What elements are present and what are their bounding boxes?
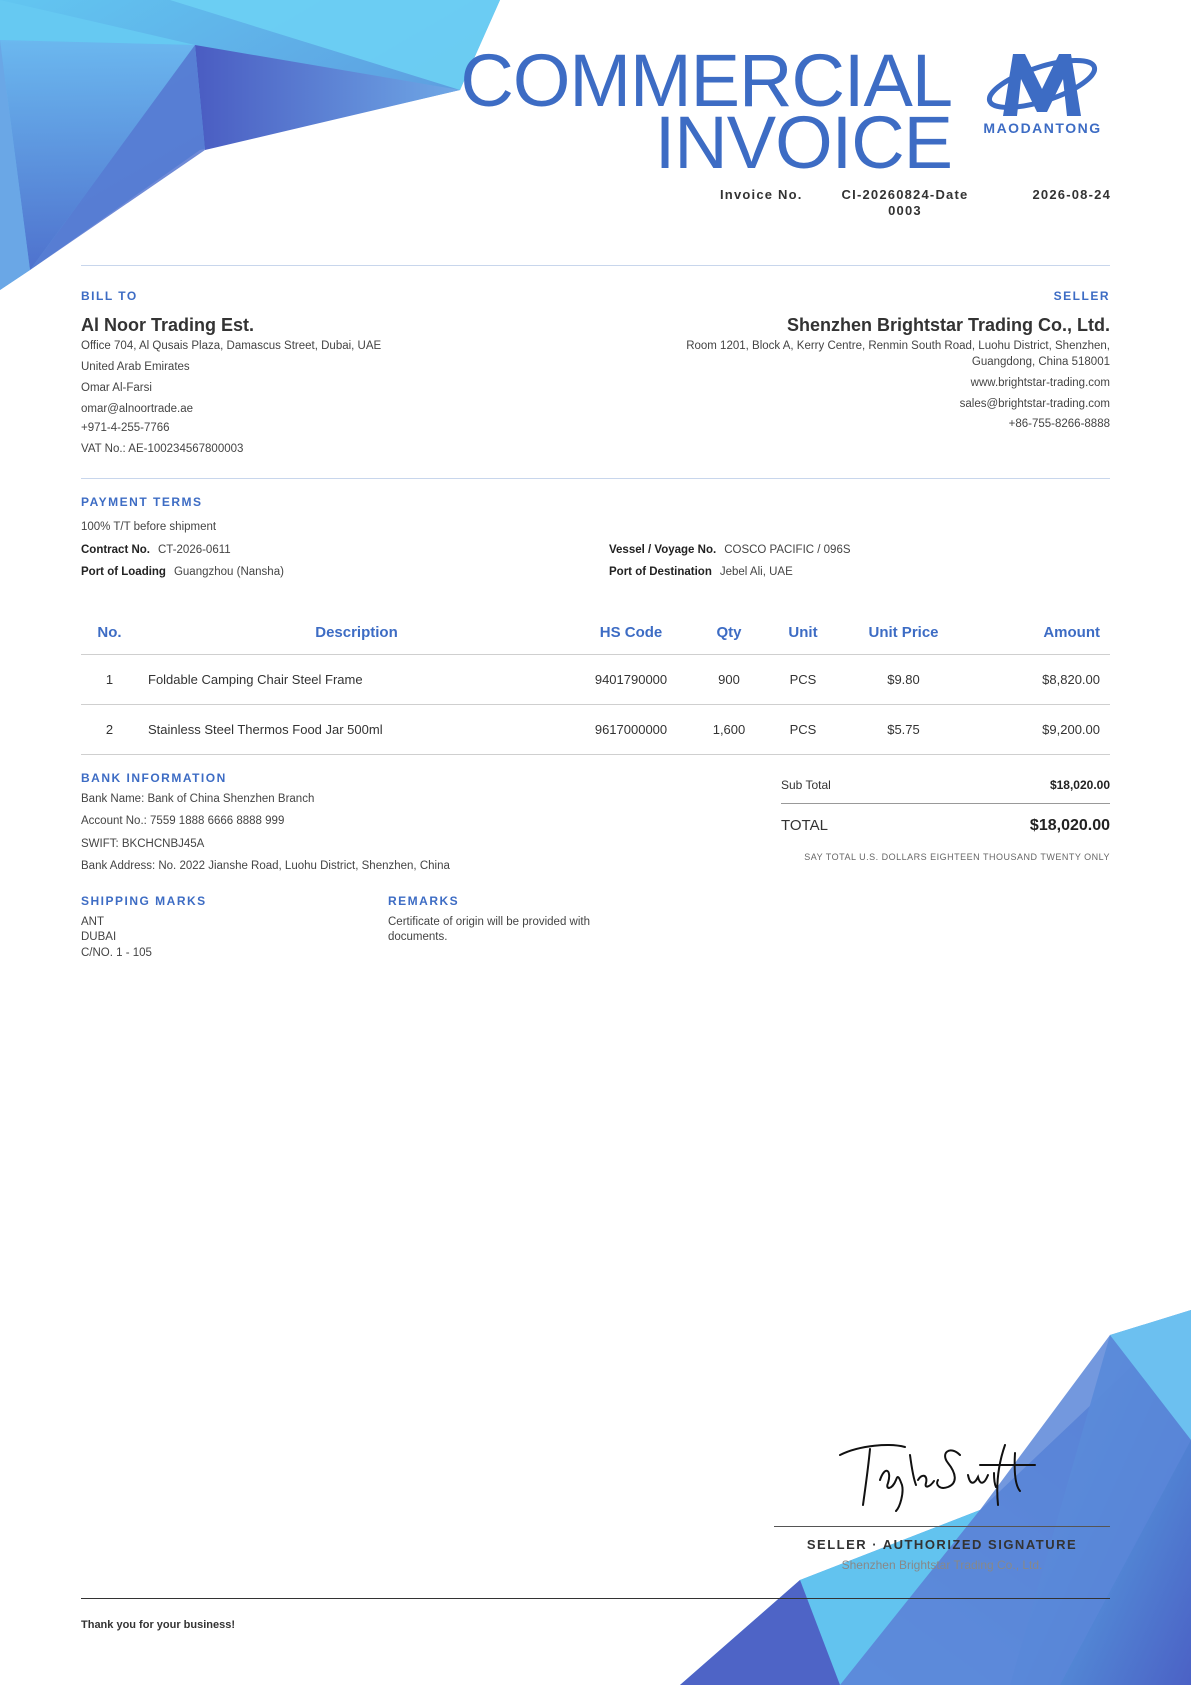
totals-divider: [781, 803, 1110, 804]
port-of-destination-label: Port of Destination: [609, 566, 712, 578]
subtotal-label: Sub Total: [781, 778, 831, 792]
cell-no: 1: [81, 655, 138, 705]
document-title-line1: COMMERCIAL: [460, 39, 952, 122]
table-row: [81, 705, 1110, 755]
contract-no: [81, 544, 231, 556]
signature-title: SELLER · AUTHORIZED SIGNATURE: [806, 1537, 1078, 1552]
vessel-voyage-label: Vessel / Voyage No.: [609, 544, 717, 556]
seller-label: SELLER: [1053, 289, 1110, 303]
seller-email: sales@brightstar-trading.com: [959, 398, 1110, 410]
bill-to-contact: Omar Al-Farsi: [81, 382, 152, 394]
col-qty: Qty: [687, 610, 771, 655]
table-header-row: [81, 610, 1110, 655]
decorative-polygons-top-left: [0, 0, 500, 290]
col-unit-price: Unit Price: [835, 610, 972, 655]
bank-account: Account No.: 7559 1888 6666 8888 999: [81, 815, 285, 827]
bill-to-label: BILL TO: [81, 289, 138, 303]
cell-unit-price: $5.75: [835, 705, 972, 755]
seller-website: www.brightstar-trading.com: [970, 377, 1110, 389]
items-table: [81, 610, 1110, 755]
shipping-mark-line: DUBAI: [81, 931, 117, 943]
contract-no-label: Contract No.: [81, 544, 150, 556]
port-of-destination: [609, 566, 793, 578]
seller-address-line1: Room 1201, Block A, Kerry Centre, Renmin South Road, Luohu District, Shenzhen,: [686, 340, 1110, 352]
port-of-loading-value: Guangzhou (Nansha): [173, 566, 284, 578]
divider: [81, 478, 1110, 479]
shipping-mark-line: C/NO. 1 - 105: [81, 947, 152, 959]
cell-description: Foldable Camping Chair Steel Frame: [138, 655, 575, 705]
vessel-voyage-value: COSCO PACIFIC / 096S: [724, 544, 851, 556]
col-no: No.: [81, 610, 138, 655]
cell-amount: $9,200.00: [972, 705, 1110, 755]
invoice-no-value: CI-20260824-Date 0003: [841, 187, 969, 218]
port-of-loading: [81, 566, 284, 578]
cell-amount: $8,820.00: [972, 655, 1110, 705]
cell-hs-code: 9401790000: [575, 655, 687, 705]
port-of-loading-label: Port of Loading: [81, 566, 166, 578]
table-row: [81, 655, 1110, 705]
total-value: $18,020.00: [1029, 817, 1110, 834]
bank-name: Bank Name: Bank of China Shenzhen Branch: [81, 793, 315, 805]
document-title-line2: INVOICE: [654, 101, 952, 184]
signature-line: [774, 1526, 1110, 1527]
cell-description: Stainless Steel Thermos Food Jar 500ml: [138, 705, 575, 755]
shipping-marks-label: SHIPPING MARKS: [81, 894, 207, 908]
bank-info-label: BANK INFORMATION: [81, 771, 227, 785]
total-label: TOTAL: [781, 817, 828, 834]
amount-in-words: SAY TOTAL U.S. DOLLARS EIGHTEEN THOUSAND TWENTY ONLY: [804, 852, 1110, 862]
logo-wordmark: MAODANTONG: [983, 120, 1102, 136]
col-description: Description: [138, 610, 575, 655]
bank-address: Bank Address: No. 2022 Jianshe Road, Luohu District, Shenzhen, China: [81, 860, 450, 872]
cell-unit: PCS: [771, 705, 835, 755]
bank-swift: SWIFT: BKCHCNBJ45A: [81, 838, 205, 850]
vessel-voyage: [609, 544, 851, 556]
remarks-text-line1: Certificate of origin will be provided with: [388, 916, 590, 928]
col-hs-code: HS Code: [575, 610, 687, 655]
remarks-text-line2: documents.: [388, 931, 448, 943]
seller-name: Shenzhen Brightstar Trading Co., Ltd.: [786, 315, 1110, 335]
divider: [81, 265, 1110, 266]
col-unit: Unit: [771, 610, 835, 655]
seller-phone: +86-755-8266-8888: [1008, 418, 1110, 430]
bill-to-phone: +971-4-255-7766: [81, 422, 170, 434]
seller-address-line2: Guangdong, China 518001: [971, 356, 1110, 368]
thank-you-note: Thank you for your business!: [81, 1619, 236, 1631]
payment-terms-label: PAYMENT TERMS: [81, 495, 203, 509]
bill-to-name: Al Noor Trading Est.: [81, 315, 255, 335]
port-of-destination-value: Jebel Ali, UAE: [719, 566, 793, 578]
footer-divider: [81, 1598, 1110, 1599]
cell-hs-code: 9617000000: [575, 705, 687, 755]
bill-to-email: omar@alnoortrade.ae: [81, 403, 194, 415]
invoice-date: 2026-08-24: [1032, 187, 1111, 202]
bill-to-address: Office 704, Al Qusais Plaza, Damascus Street, Dubai, UAE: [81, 340, 382, 352]
cell-qty: 900: [687, 655, 771, 705]
payment-terms-value: 100% T/T before shipment: [81, 521, 217, 533]
bill-to-vat: VAT No.: AE-100234567800003: [81, 443, 244, 455]
cell-unit: PCS: [771, 655, 835, 705]
invoice-no-label: Invoice No.: [720, 187, 803, 202]
handwritten-signature: [830, 1435, 1050, 1515]
col-amount: Amount: [972, 610, 1110, 655]
signature-company: Shenzhen Brightstar Trading Co., Ltd.: [841, 1558, 1043, 1572]
bill-to-country: United Arab Emirates: [81, 361, 190, 373]
remarks-label: REMARKS: [388, 894, 460, 908]
shipping-mark-line: ANT: [81, 916, 104, 928]
contract-no-value: CT-2026-0611: [158, 544, 231, 556]
subtotal-value: $18,020.00: [1049, 778, 1110, 792]
cell-unit-price: $9.80: [835, 655, 972, 705]
cell-no: 2: [81, 705, 138, 755]
cell-qty: 1,600: [687, 705, 771, 755]
